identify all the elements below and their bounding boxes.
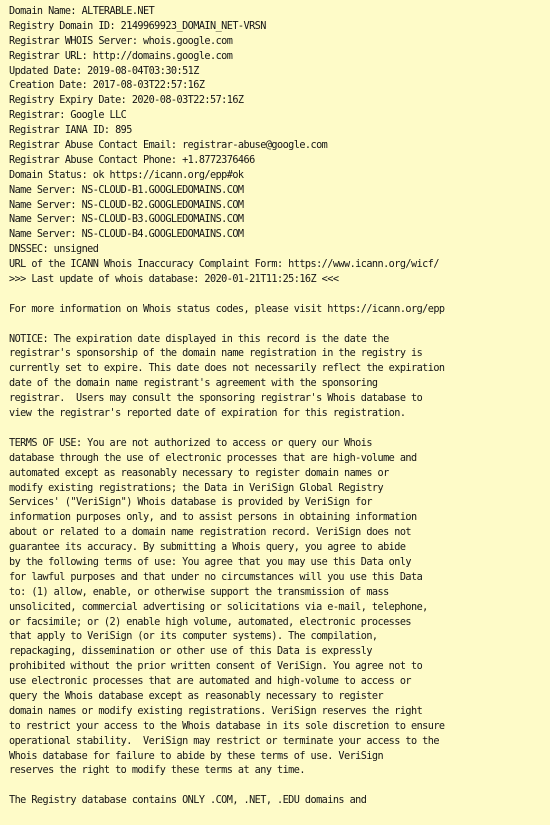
- whois-line: [9, 779, 550, 794]
- whois-line: Name Server: NS-CLOUD-B1.GOOGLEDOMAINS.COM: [9, 184, 244, 196]
- whois-line: about or related to a domain name registration record. VeriSign does not: [9, 527, 412, 539]
- whois-line: [9, 422, 550, 437]
- whois-line: domain names or modify existing registrations. VeriSign reserves the right: [9, 705, 423, 717]
- whois-line: prohibited without the prior written consent of VeriSign. You agree not to: [9, 661, 423, 673]
- whois-line: view the registrar's reported date of expiration for this registration.: [9, 408, 406, 420]
- whois-line: that apply to VeriSign (or its computer systems). The compilation,: [9, 631, 378, 643]
- whois-line: for lawful purposes and that under no circumstances will you use this Data: [9, 571, 423, 583]
- whois-line: Registry Expiry Date: 2020-08-03T22:57:16Z: [9, 95, 244, 107]
- whois-line: guarantee its accuracy. By submitting a Whois query, you agree to abide: [9, 542, 406, 554]
- whois-line: Services' ("VeriSign") Whois database is provided by VeriSign for: [9, 497, 372, 509]
- whois-line: currently set to expire. This date does not necessarily reflect the expiration: [9, 363, 445, 375]
- whois-line: Registrar IANA ID: 895: [9, 125, 132, 137]
- whois-line: Name Server: NS-CLOUD-B2.GOOGLEDOMAINS.COM: [9, 199, 244, 211]
- whois-line: The Registry database contains ONLY .COM, .NET, .EDU domains and: [9, 795, 367, 807]
- whois-line: reserves the right to modify these terms at any time.: [9, 765, 305, 777]
- whois-line: Domain Status: ok https://icann.org/epp#ok: [9, 169, 244, 181]
- whois-line: modify existing registrations; the Data in VeriSign Global Registry: [9, 482, 384, 494]
- whois-line: unsolicited, commercial advertising or solicitations via e-mail, telephone,: [9, 601, 428, 613]
- whois-line: Registrar WHOIS Server: whois.google.com: [9, 35, 233, 47]
- whois-line: use electronic processes that are automated and high-volume to access or: [9, 676, 412, 688]
- whois-line: registrar's sponsorship of the domain name registration in the registry is: [9, 348, 423, 360]
- whois-line: Registry Domain ID: 2149969923_DOMAIN_NET-VRSN: [9, 20, 266, 32]
- whois-line: to: (1) allow, enable, or otherwise support the transmission of mass: [9, 586, 389, 598]
- whois-line: database through the use of electronic processes that are high-volume and: [9, 452, 417, 464]
- whois-line: [9, 318, 550, 333]
- whois-line: For more information on Whois status codes, please visit https://icann.org/epp: [9, 303, 445, 315]
- whois-line: Registrar Abuse Contact Email: registrar-abuse@google.com: [9, 140, 328, 152]
- whois-line: Creation Date: 2017-08-03T22:57:16Z: [9, 80, 205, 92]
- whois-line: Name Server: NS-CLOUD-B4.GOOGLEDOMAINS.COM: [9, 229, 244, 241]
- whois-line: automated except as reasonably necessary to register domain names or: [9, 467, 389, 479]
- whois-line: Domain Name: ALTERABLE.NET: [9, 6, 155, 17]
- whois-line: TERMS OF USE: You are not authorized to access or query our Whois: [9, 437, 372, 449]
- whois-line: URL of the ICANN Whois Inaccuracy Complaint Form: https://www.icann.org/wicf/: [9, 259, 439, 271]
- whois-line: by the following terms of use: You agree that you may use this Data only: [9, 556, 412, 568]
- whois-line: operational stability. VeriSign may restrict or terminate your access to the: [9, 735, 439, 747]
- whois-line: Updated Date: 2019-08-04T03:30:51Z: [9, 65, 199, 77]
- whois-line: >>> Last update of whois database: 2020-01-21T11:25:16Z <<<: [9, 274, 339, 286]
- whois-line: DNSSEC: unsigned: [9, 244, 99, 256]
- whois-line: Registrar Abuse Contact Phone: +1.8772376466: [9, 154, 255, 166]
- whois-line: information purposes only, and to assist persons in obtaining information: [9, 512, 417, 524]
- whois-line: registrar. Users may consult the sponsoring registrar's Whois database to: [9, 393, 423, 405]
- whois-line: [9, 288, 550, 303]
- whois-line: or facsimile; or (2) enable high volume, automated, electronic processes: [9, 616, 412, 628]
- whois-line: to restrict your access to the Whois database in its sole discretion to ensure: [9, 720, 445, 732]
- whois-line: date of the domain name registrant's agreement with the sponsoring: [9, 378, 378, 390]
- whois-line: NOTICE: The expiration date displayed in this record is the date the: [9, 333, 389, 345]
- whois-line: Registrar URL: http://domains.google.com: [9, 50, 233, 62]
- whois-line: Name Server: NS-CLOUD-B3.GOOGLEDOMAINS.COM: [9, 214, 244, 226]
- whois-line: Registrar: Google LLC: [9, 110, 127, 122]
- whois-line: Whois database for failure to abide by these terms of use. VeriSign: [9, 750, 384, 762]
- whois-line: query the Whois database except as reasonably necessary to register: [9, 690, 384, 702]
- whois-line: repackaging, dissemination or other use of this Data is expressly: [9, 646, 372, 658]
